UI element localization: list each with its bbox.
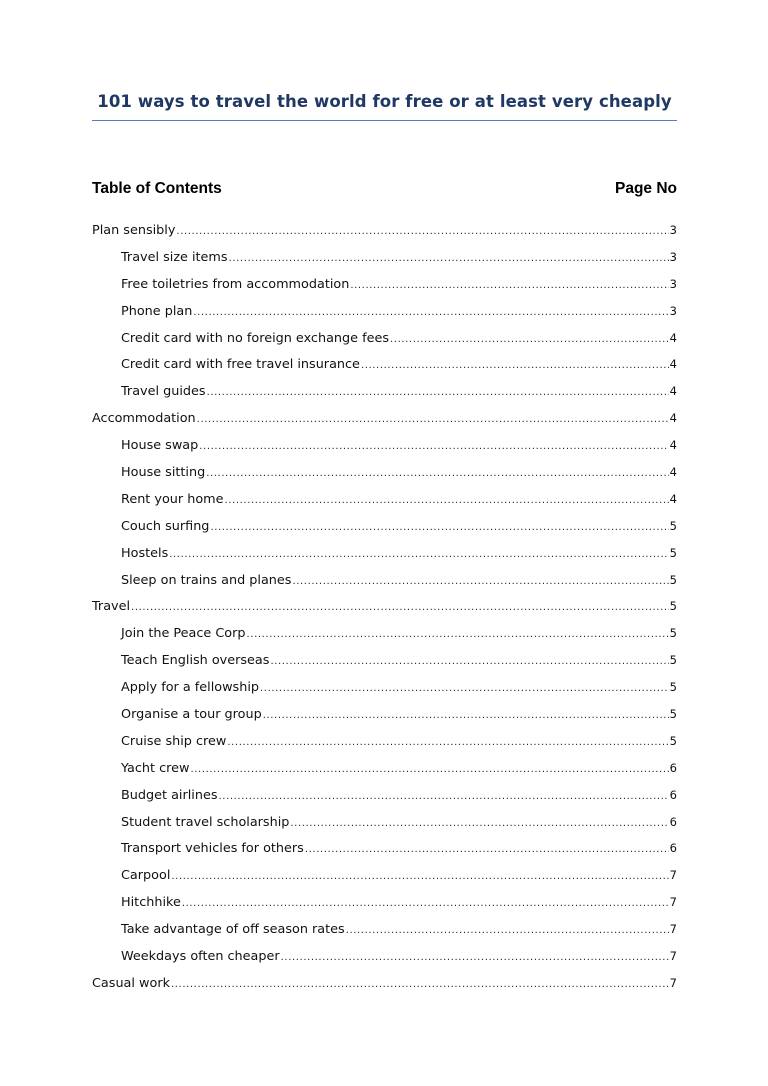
toc-entry-page: 7 (669, 975, 677, 990)
toc-entry-label: Teach English overseas (121, 653, 270, 669)
toc-entry-page: 3 (669, 249, 677, 264)
toc-entry-label: Phone plan (121, 303, 193, 319)
toc-entry-label: Student travel scholarship (121, 814, 290, 830)
toc-entry-label: Cruise ship crew (121, 733, 227, 749)
toc-entry-page: 4 (669, 330, 677, 345)
toc-entry-page: 5 (669, 518, 677, 533)
dot-leader (219, 784, 669, 811)
toc-entry-label: Travel guides (121, 384, 206, 400)
toc-entry-page: 5 (669, 653, 677, 668)
dot-leader (131, 595, 669, 622)
toc-subentry[interactable] (92, 486, 677, 513)
toc-entry-label: Carpool (121, 868, 171, 884)
toc-entry-label: Accommodation (92, 411, 196, 427)
title-underline (92, 120, 677, 121)
toc-entry-page: 3 (669, 303, 677, 318)
toc-subentry[interactable] (92, 513, 677, 540)
toc-entry-page: 4 (669, 438, 677, 453)
dot-leader (182, 891, 669, 918)
toc-entry-label: Organise a tour group (121, 707, 262, 723)
toc-subentry[interactable] (92, 244, 677, 271)
toc-subentry[interactable] (92, 298, 677, 325)
toc-entry-page: 3 (669, 223, 677, 237)
toc-entry-page: 4 (669, 357, 677, 372)
toc-subentry[interactable] (92, 647, 677, 674)
toc-entry-page: 3 (669, 276, 677, 291)
toc-entry-label: Budget airlines (121, 787, 218, 803)
toc-entry-label: House swap (121, 438, 199, 454)
dot-leader (263, 703, 669, 730)
toc-entry-label: Take advantage of off season rates (121, 922, 345, 938)
toc-entry-label: Rent your home (121, 491, 224, 507)
dot-leader (190, 757, 668, 784)
dot-leader (292, 569, 668, 596)
dot-leader (207, 380, 669, 407)
toc-entry-page: 4 (669, 491, 677, 506)
toc-entry-page: 4 (669, 411, 677, 426)
document-title: 101 ways to travel the world for free or at least very cheaply (97, 92, 672, 111)
dot-leader (350, 273, 668, 300)
toc-entry-page: 7 (669, 949, 677, 964)
toc-entry-page: 6 (669, 841, 677, 856)
toc-entry-page: 4 (669, 384, 677, 399)
toc-subentry[interactable] (92, 916, 677, 943)
toc-entry-label: Credit card with free travel insurance (121, 357, 360, 373)
toc-subentry[interactable] (92, 567, 677, 594)
toc-header (92, 180, 677, 202)
toc-entry-label: Travel size items (121, 249, 228, 265)
dot-leader (247, 622, 669, 649)
dot-leader (290, 811, 668, 838)
toc-entry-label: Free toiletries from accommodation (121, 276, 350, 292)
toc-entry-label: Transport vehicles for others (121, 841, 304, 857)
toc-subentry[interactable] (92, 351, 677, 378)
toc-subentry[interactable] (92, 620, 677, 647)
dot-leader (281, 945, 669, 972)
toc-subentry[interactable] (92, 755, 677, 782)
dot-leader (390, 327, 669, 354)
dot-leader (210, 515, 668, 542)
toc-subentry[interactable] (92, 889, 677, 916)
toc-entry-label: Credit card with no foreign exchange fees (121, 330, 390, 346)
toc-entry-label: Apply for a fellowship (121, 680, 260, 696)
toc-subentry[interactable] (92, 432, 677, 459)
dot-leader (176, 219, 668, 246)
dot-leader (171, 864, 668, 891)
dot-leader (169, 542, 668, 569)
toc-section-entry[interactable] (92, 405, 677, 432)
dot-leader (227, 730, 668, 757)
toc-entry-page: 6 (669, 760, 677, 775)
dot-leader (346, 918, 669, 945)
toc-entry-page: 6 (669, 814, 677, 829)
dot-leader (361, 353, 669, 380)
toc-entry-page: 5 (669, 572, 677, 587)
dot-leader (197, 407, 669, 434)
toc-entry-label: Weekdays often cheaper (121, 949, 280, 965)
toc-entry-page: 5 (669, 545, 677, 560)
toc-list (92, 217, 677, 997)
toc-subentry[interactable] (92, 809, 677, 836)
toc-entry-label: House sitting (121, 465, 206, 481)
toc-entry-label: Casual work (92, 975, 170, 991)
toc-entry-page: 7 (669, 895, 677, 910)
toc-entry-label: Plan sensibly (92, 223, 176, 238)
toc-entry-page: 4 (669, 465, 677, 480)
dot-leader (206, 461, 668, 488)
toc-entry-label: Yacht crew (121, 760, 190, 776)
page-number-heading: Page No (614, 180, 677, 197)
toc-subentry[interactable] (92, 943, 677, 970)
toc-entry-label: Couch surfing (121, 518, 210, 534)
dot-leader (193, 300, 668, 327)
dot-leader (260, 676, 669, 703)
toc-section-entry[interactable] (92, 593, 677, 620)
toc-subentry[interactable] (92, 378, 677, 405)
toc-subentry[interactable] (92, 459, 677, 486)
toc-entry-page: 5 (669, 599, 677, 614)
toc-subentry[interactable] (92, 728, 677, 755)
toc-subentry[interactable] (92, 674, 677, 701)
dot-leader (225, 488, 669, 515)
toc-subentry[interactable] (92, 271, 677, 298)
toc-entry-page: 5 (669, 680, 677, 695)
toc-entry-label: Hitchhike (121, 895, 181, 911)
dot-leader (270, 649, 668, 676)
toc-entry-label: Hostels (121, 545, 169, 561)
toc-heading: Table of Contents (92, 180, 222, 197)
toc-section-entry[interactable] (92, 217, 677, 244)
toc-entry-page: 5 (669, 626, 677, 641)
toc-subentry[interactable] (92, 835, 677, 862)
toc-section-entry[interactable] (92, 970, 677, 997)
dot-leader (305, 837, 669, 864)
toc-subentry[interactable] (92, 862, 677, 889)
dot-leader (199, 434, 668, 461)
toc-entry-label: Travel (92, 599, 131, 615)
toc-entry-page: 7 (669, 922, 677, 937)
toc-subentry[interactable] (92, 782, 677, 809)
toc-subentry[interactable] (92, 701, 677, 728)
toc-entry-label: Sleep on trains and planes (121, 572, 292, 588)
toc-subentry[interactable] (92, 540, 677, 567)
toc-entry-label: Join the Peace Corp (121, 626, 246, 642)
dot-leader (171, 972, 669, 999)
toc-subentry[interactable] (92, 325, 677, 352)
toc-entry-page: 7 (669, 868, 677, 883)
toc-entry-page: 5 (669, 733, 677, 748)
toc-entry-page: 5 (669, 707, 677, 722)
dot-leader (229, 246, 669, 273)
toc-entry-page: 6 (669, 787, 677, 802)
